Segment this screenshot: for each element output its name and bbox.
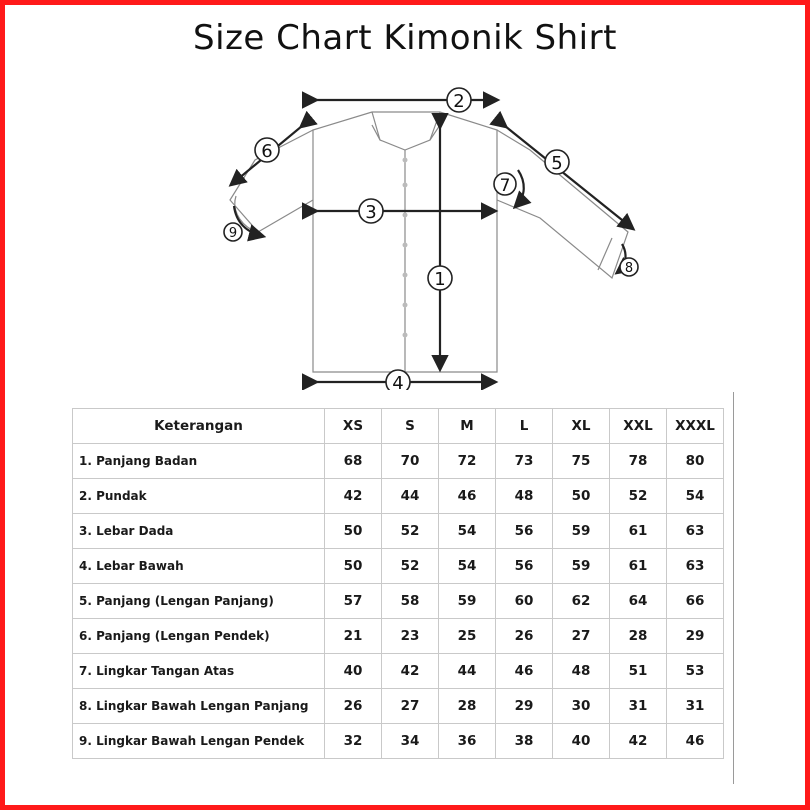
size-value-cell: 28 [610,619,667,654]
size-value-cell: 48 [553,654,610,689]
row-label: 9. Lingkar Bawah Lengan Pendek [73,724,325,759]
size-value-cell: 34 [382,724,439,759]
vertical-divider [733,392,734,784]
header-size: S [382,409,439,444]
table-body [73,444,724,759]
size-value-cell: 50 [553,479,610,514]
size-value-cell: 54 [439,549,496,584]
size-value-cell: 68 [325,444,382,479]
size-value-cell: 48 [496,479,553,514]
header-size: L [496,409,553,444]
size-value-cell: 58 [382,584,439,619]
row-label: 8. Lingkar Bawah Lengan Panjang [73,689,325,724]
header-size: XS [325,409,382,444]
size-value-cell: 25 [439,619,496,654]
size-value-cell: 78 [610,444,667,479]
size-value-cell: 52 [382,514,439,549]
size-value-cell: 59 [439,584,496,619]
size-value-cell: 59 [553,549,610,584]
size-value-cell: 28 [439,689,496,724]
size-value-cell: 42 [382,654,439,689]
row-label: 3. Lebar Dada [73,514,325,549]
size-value-cell: 64 [610,584,667,619]
size-value-cell: 44 [439,654,496,689]
size-value-cell: 59 [553,514,610,549]
row-label: 1. Panjang Badan [73,444,325,479]
row-label: 2. Pundak [73,479,325,514]
size-value-cell: 36 [439,724,496,759]
size-value-cell: 40 [553,724,610,759]
size-value-cell: 62 [553,584,610,619]
marker-4: 4 [392,373,404,390]
size-value-cell: 56 [496,549,553,584]
header-size: M [439,409,496,444]
size-value-cell: 27 [382,689,439,724]
table-row [73,724,724,759]
table-row [73,549,724,584]
marker-9: 9 [228,226,238,241]
marker-1: 1 [434,269,446,290]
size-value-cell: 61 [610,549,667,584]
header-size: XL [553,409,610,444]
size-value-cell: 75 [553,444,610,479]
size-value-cell: 57 [325,584,382,619]
table-row [73,444,724,479]
table-row [73,479,724,514]
size-table [72,408,724,759]
marker-2: 2 [453,91,465,112]
size-value-cell: 52 [382,549,439,584]
header-keterangan: Keterangan [73,409,325,444]
size-value-cell: 54 [667,479,724,514]
size-value-cell: 42 [325,479,382,514]
table-row [73,584,724,619]
size-value-cell: 44 [382,479,439,514]
size-value-cell: 30 [553,689,610,724]
table-row [73,689,724,724]
size-value-cell: 21 [325,619,382,654]
size-value-cell: 23 [382,619,439,654]
size-value-cell: 63 [667,514,724,549]
size-value-cell: 27 [553,619,610,654]
row-label: 5. Panjang (Lengan Panjang) [73,584,325,619]
marker-circles [224,88,638,390]
marker-6: 6 [261,141,273,162]
size-value-cell: 26 [325,689,382,724]
header-size: XXL [610,409,667,444]
size-value-cell: 80 [667,444,724,479]
size-value-cell: 60 [496,584,553,619]
page-title: Size Chart Kimonik Shirt [193,18,617,58]
shirt-diagram [200,80,650,390]
size-value-cell: 40 [325,654,382,689]
size-value-cell: 51 [610,654,667,689]
size-value-cell: 32 [325,724,382,759]
size-value-cell: 54 [439,514,496,549]
size-value-cell: 46 [439,479,496,514]
size-value-cell: 70 [382,444,439,479]
row-label: 6. Panjang (Lengan Pendek) [73,619,325,654]
size-value-cell: 46 [667,724,724,759]
table-row [73,619,724,654]
shirt-outline [230,112,628,372]
marker-3: 3 [365,202,377,223]
table-row [73,514,724,549]
size-value-cell: 31 [610,689,667,724]
size-value-cell: 56 [496,514,553,549]
size-value-cell: 66 [667,584,724,619]
size-value-cell: 72 [439,444,496,479]
table-header-row [73,409,724,444]
size-value-cell: 61 [610,514,667,549]
size-value-cell: 29 [496,689,553,724]
measure-lines [232,100,632,382]
size-value-cell: 53 [667,654,724,689]
marker-7: 7 [499,176,511,196]
size-value-cell: 63 [667,549,724,584]
size-value-cell: 52 [610,479,667,514]
row-label: 4. Lebar Bawah [73,549,325,584]
row-label: 7. Lingkar Tangan Atas [73,654,325,689]
size-value-cell: 26 [496,619,553,654]
size-value-cell: 42 [610,724,667,759]
size-value-cell: 50 [325,514,382,549]
marker-8: 8 [624,261,634,276]
size-value-cell: 29 [667,619,724,654]
size-value-cell: 73 [496,444,553,479]
marker-5: 5 [551,153,563,174]
size-value-cell: 46 [496,654,553,689]
size-value-cell: 38 [496,724,553,759]
table-row [73,654,724,689]
size-value-cell: 50 [325,549,382,584]
header-size: XXXL [667,409,724,444]
size-value-cell: 31 [667,689,724,724]
